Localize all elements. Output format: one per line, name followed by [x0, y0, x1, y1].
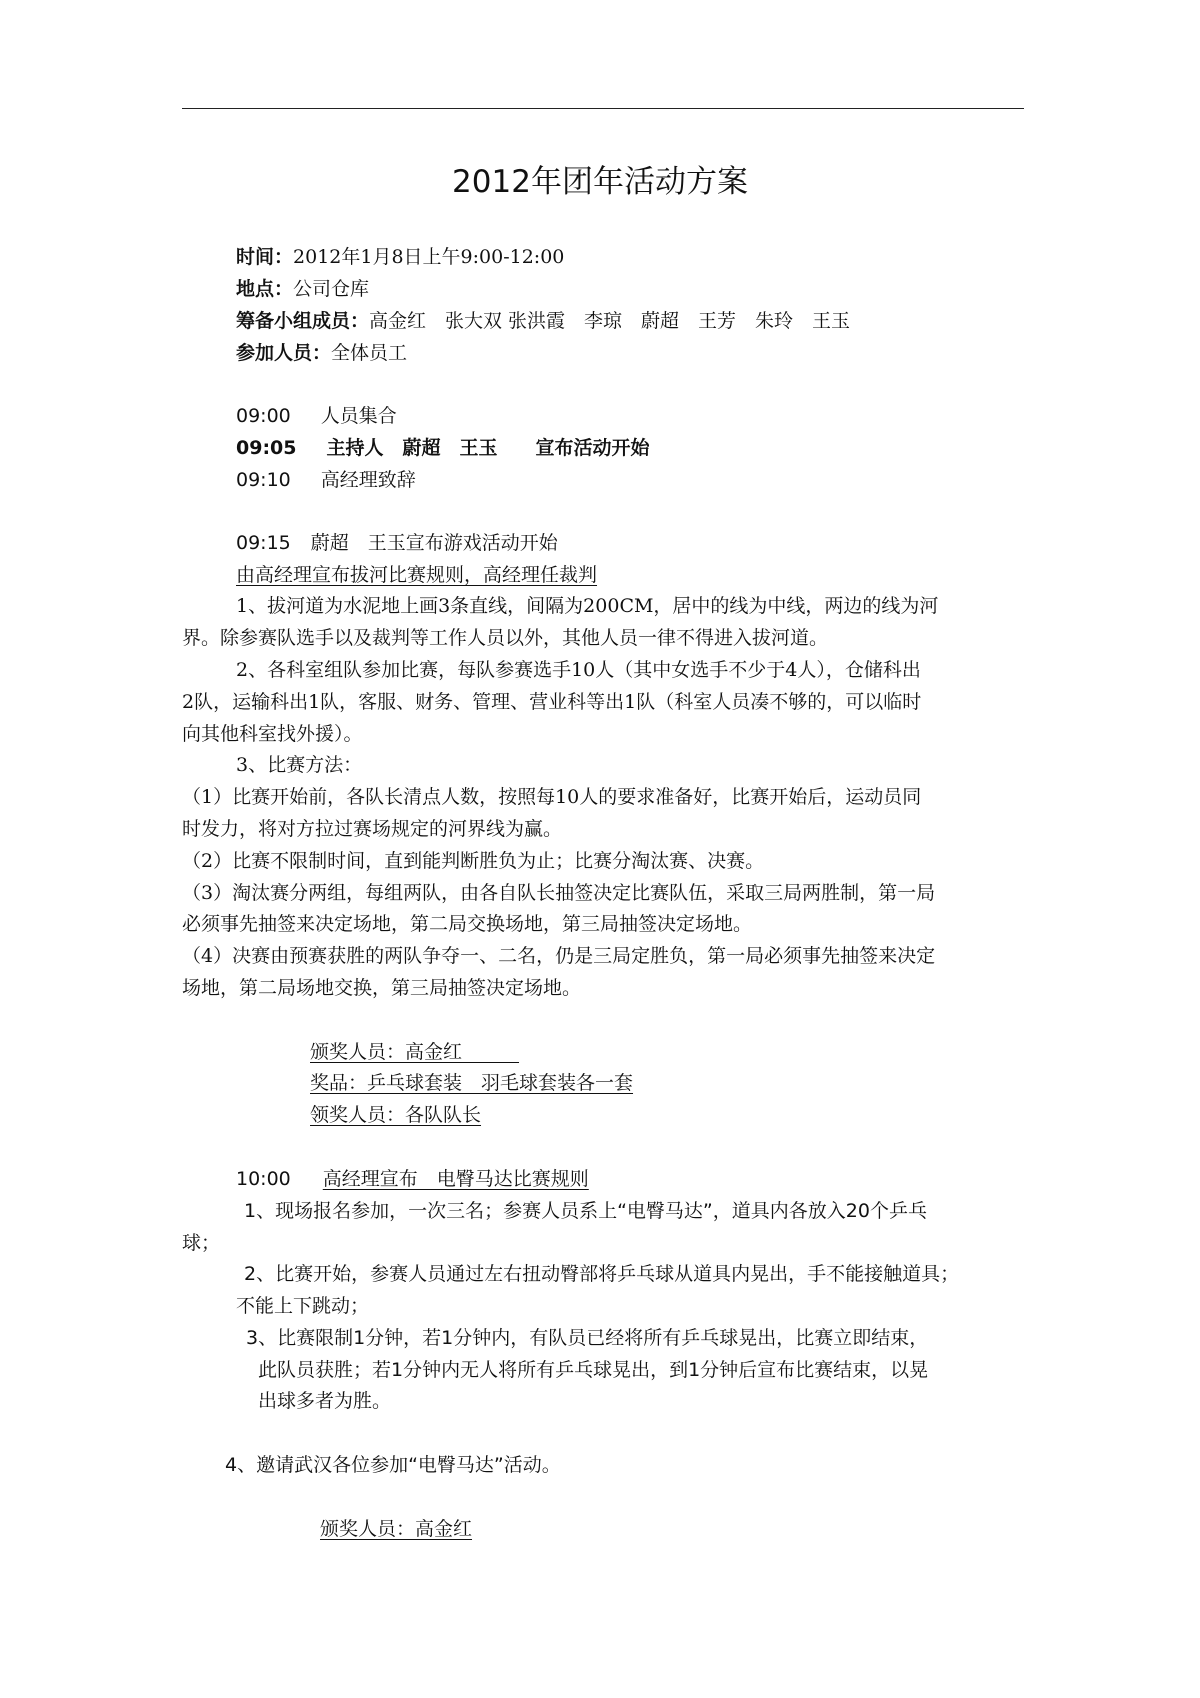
- rule-line: 2、各科室组队参加比赛，每队参赛选手10人（其中女选手不少于4人），仓储科出: [236, 659, 921, 681]
- rule-line: 此队员获胜；若1分钟内无人将所有乒乓球晃出，到1分钟后宣布比赛结束，以晃: [258, 1359, 929, 1381]
- hip-motor-heading-line: [236, 1167, 589, 1191]
- rule-line: 1、拔河道为水泥地上画3条直线，间隔为200CM，居中的线为中线，两边的线为河: [236, 595, 939, 617]
- schedule-item: [236, 468, 416, 492]
- rule-line: 4、邀请武汉各位参加“电臀马达”活动。: [225, 1454, 561, 1476]
- schedule-item: [236, 404, 397, 428]
- award-presenter: 颁奖人员：高金红: [310, 1041, 520, 1063]
- participants-line: [236, 341, 407, 365]
- committee-value: 高金红 张大双 张洪霞 李琼 蔚超 王芳 朱玲 王玉: [369, 310, 851, 332]
- rule-line: 出球多者为胜。: [258, 1390, 392, 1412]
- participants-label: 参加人员：: [236, 342, 332, 364]
- method-line: 时发力，将对方拉过赛场规定的河界线为赢。: [182, 818, 563, 840]
- time-label: 时间：: [236, 246, 294, 268]
- rule-line: 3、比赛限制1分钟，若1分钟内，有队员已经将所有乒乓球晃出，比赛立即结束，: [246, 1327, 929, 1349]
- prize-line: 奖品：乒乓球套装 羽毛球套装各一套: [310, 1072, 634, 1094]
- schedule-time: 09:00: [236, 405, 291, 427]
- method-line: （2）比赛不限制时间，直到能判断胜负为止；比赛分淘汰赛、决赛。: [182, 850, 765, 872]
- rule-line: 2、比赛开始，参赛人员通过左右扭动臀部将乒乓球从道具内晃出，手不能接触道具；: [244, 1263, 960, 1285]
- time-line: [236, 245, 564, 269]
- rule-line: 不能上下跳动；: [236, 1295, 370, 1317]
- schedule-text: 主持人 蔚超 王玉 宣布活动开始: [326, 437, 650, 459]
- rule-line: 3、比赛方法：: [236, 754, 363, 776]
- hip-motor-heading: 高经理宣布 电臀马达比赛规则: [322, 1168, 589, 1190]
- award-receiver: 领奖人员：各队队长: [310, 1104, 482, 1126]
- section-time: 09:15: [236, 532, 291, 554]
- rule-line: 向其他科室找外援）。: [182, 723, 363, 745]
- method-line: （1）比赛开始前，各队长清点人数，按照每10人的要求准备好，比赛开始后，运动员同: [182, 786, 922, 808]
- committee-line: [236, 309, 850, 333]
- schedule-text: 高经理致辞: [320, 469, 416, 491]
- schedule-time: 09:05: [236, 437, 297, 459]
- participants-value: 全体员工: [331, 342, 408, 364]
- place-label: 地点：: [236, 278, 294, 300]
- rule-line: 1、现场报名参加，一次三名；参赛人员系上“电臀马达”，道具内各放入20个乒乓: [244, 1200, 927, 1222]
- method-line: 必须事先抽签来决定场地，第二局交换场地，第三局抽签决定场地。: [182, 913, 753, 935]
- schedule-text: 人员集合: [320, 405, 397, 427]
- header-rule: [182, 108, 1024, 109]
- document-title: 2012年团年活动方案: [452, 164, 748, 200]
- time-value: 2012年1月8日上午9:00-12:00: [293, 246, 565, 268]
- rule-line: 2队，运输科出1队，客服、财务、管理、营业科等出1队（科室人员凑不够的，可以临时: [182, 691, 922, 713]
- section-time: 10:00: [236, 1168, 291, 1190]
- rule-line: 球；: [182, 1232, 221, 1254]
- committee-label: 筹备小组成员：: [236, 310, 370, 332]
- tug-of-war-heading: 由高经理宣布拔河比赛规则，高经理任裁判: [236, 564, 598, 586]
- schedule-time: 09:10: [236, 469, 291, 491]
- tug-of-war-intro: [236, 531, 558, 555]
- method-line: （3）淘汰赛分两组，每组两队，由各自队长抽签决定比赛队伍，采取三局两胜制，第一局: [182, 882, 936, 904]
- place-value: 公司仓库: [293, 278, 370, 300]
- award-presenter: 颁奖人员：高金红: [320, 1518, 473, 1540]
- schedule-item: [236, 436, 650, 460]
- rule-line: 界。除参赛队选手以及裁判等工作人员以外，其他人员一律不得进入拔河道。: [182, 627, 829, 649]
- method-line: （4）决赛由预赛获胜的两队争夺一、二名，仍是三局定胜负，第一局必须事先抽签来决定: [182, 945, 936, 967]
- place-line: [236, 277, 369, 301]
- section-intro: 蔚超 王玉宣布游戏活动开始: [310, 532, 558, 554]
- method-line: 场地，第二局场地交换，第三局抽签决定场地。: [182, 977, 582, 999]
